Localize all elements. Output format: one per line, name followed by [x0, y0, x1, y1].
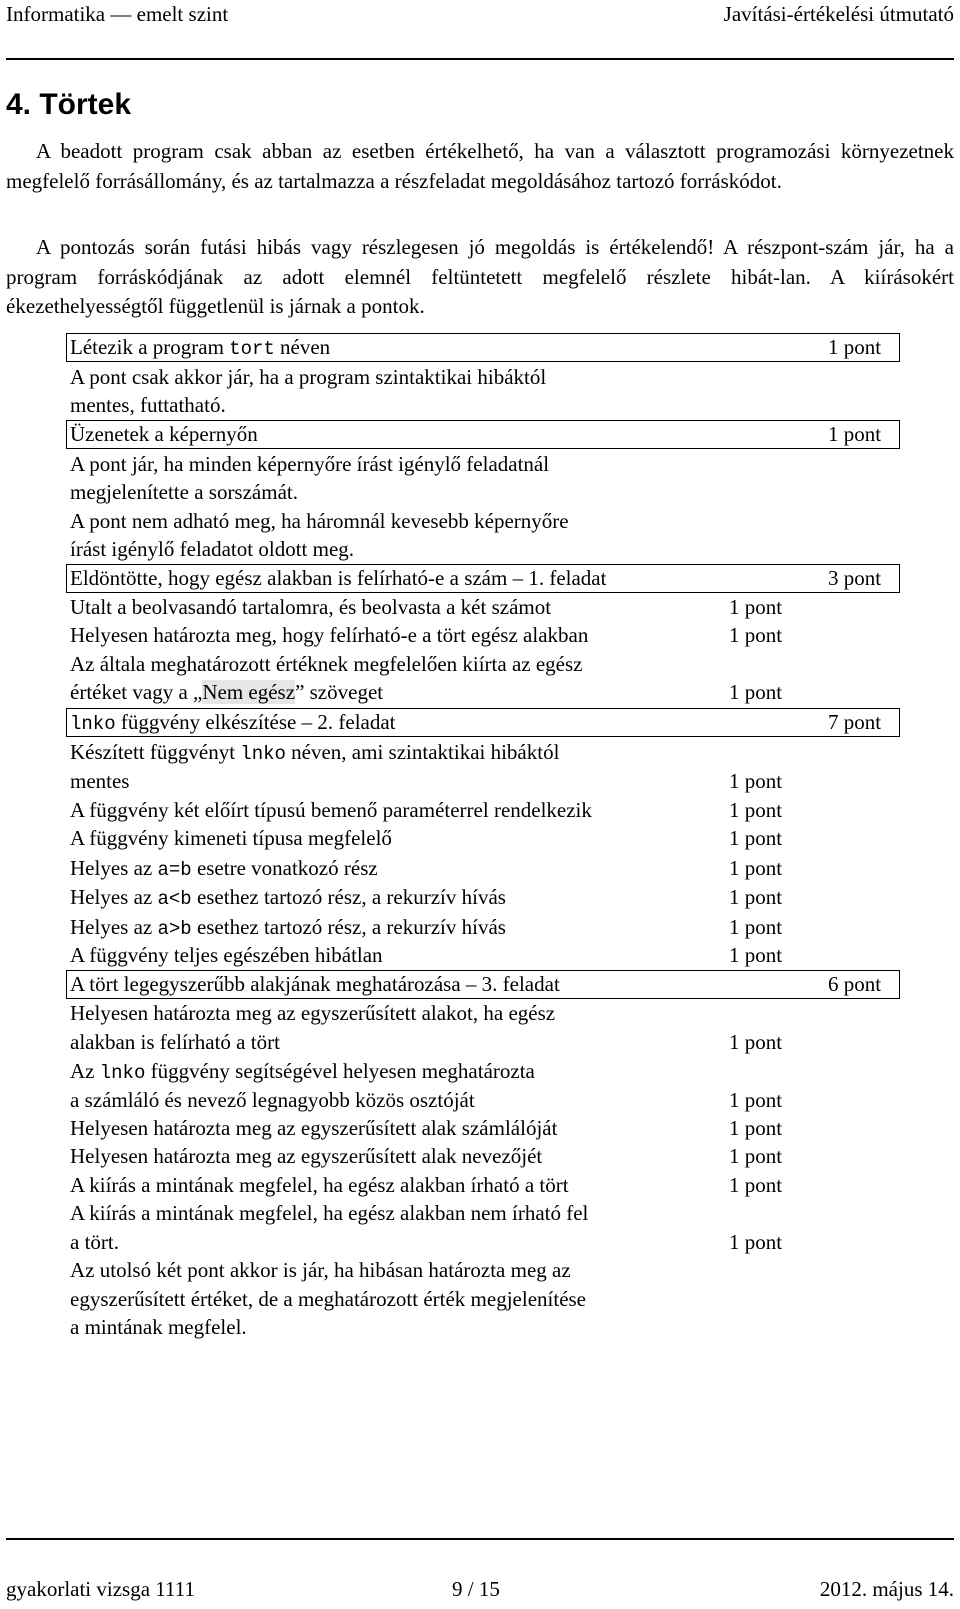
section-title: 4. Törtek: [6, 88, 132, 121]
criterion: Helyes az a=b esetre vonatkozó rész: [70, 856, 378, 881]
criterion-points: 1 pont: [729, 769, 783, 793]
page-header: [0, 0, 960, 30]
criterion-points: 1 pont: [729, 623, 783, 647]
criterion-points: 1 pont: [729, 885, 783, 909]
criterion: a tört.: [70, 1230, 119, 1254]
criterion: A kiírás a mintának megfelel, ha egész alakban nem írható fel: [70, 1201, 589, 1225]
criterion: Készített függvényt lnko néven, ami szintaktikai hibáktól: [70, 740, 560, 765]
header-doc-type: Javítási-értékelési útmutató: [723, 2, 954, 26]
criterion: Helyesen határozta meg az egyszerűsített alak nevezőjét: [70, 1144, 543, 1168]
criterion: mentes: [70, 769, 130, 793]
note-line: Az utolsó két pont akkor is jár, ha hibásan határozta meg az: [70, 1258, 571, 1282]
points-task1: 3 pont: [828, 566, 882, 590]
criterion: a számláló és nevező legnagyobb közös osztóját: [70, 1088, 475, 1112]
criterion: A függvény két előírt típusú bemenő paraméterrel rendelkezik: [70, 798, 592, 822]
criterion: Helyes az a>b esethez tartozó rész, a rekurzív hívás: [70, 915, 506, 940]
criterion-points: 1 pont: [729, 1144, 783, 1168]
criterion: Helyesen határozta meg az egyszerűsített alak számlálóját: [70, 1116, 558, 1140]
criterion-points: 1 pont: [729, 680, 783, 704]
heading-task2: lnko függvény elkészítése – 2. feladat: [70, 710, 396, 735]
page-number: 9 / 15: [452, 1577, 500, 1601]
criterion-points: 1 pont: [729, 1116, 783, 1140]
intro-paragraph-1: A beadott program csak abban az esetben értékelhető, ha van a választott programozási környezetnek megfelelő forrásállomány, és az tartalmazza a részfeladat megoldásához tartozó forráskódot.: [6, 139, 954, 193]
footer-date: 2012. május 14.: [819, 1577, 954, 1601]
criterion: Helyesen határozta meg az egyszerűsített alakot, ha egész: [70, 1001, 556, 1025]
note-line: a mintának megfelel.: [70, 1315, 247, 1339]
criterion-points: 1 pont: [729, 1230, 783, 1254]
criterion-points: 1 pont: [729, 1088, 783, 1112]
criterion-points: 1 pont: [729, 915, 783, 939]
code-lnko: lnko: [70, 713, 116, 735]
note-line: megjelenítette a sorszámát.: [70, 480, 298, 504]
intro-paragraph-2: A pontozás során futási hibás vagy részlegesen jó megoldás is értékelendő! A részpont-szám jár, ha a program forráskódjának az adott elemnél feltüntetett megfelelő részlete hibát-lan. A kiírásokért ékezethelyességtől függetlenül is járnak a pontok.: [6, 235, 954, 318]
note-line: mentes, futtatható.: [70, 393, 226, 417]
points-program: 1 pont: [828, 335, 882, 359]
criterion: Az általa meghatározott értéknek megfelelően kiírta az egész: [70, 652, 583, 676]
criterion: Helyesen határozta meg, hogy felírható-e a tört egész alakban: [70, 623, 589, 647]
footer-exam: gyakorlati vizsga 1111: [6, 1577, 195, 1601]
criterion: Utalt a beolvasandó tartalomra, és beolvasta a két számot: [70, 595, 552, 619]
criterion-points: 1 pont: [729, 1173, 783, 1197]
points-messages: 1 pont: [828, 422, 882, 446]
note-line: A pont csak akkor jár, ha a program szintaktikai hibáktól: [70, 365, 547, 389]
note-line: A pont nem adható meg, ha háromnál kevesebb képernyőre: [70, 509, 569, 533]
heading-task3: A tört legegyszerűbb alakjának meghatározása – 3. feladat: [70, 972, 560, 996]
highlighted-text: Nem egész: [202, 680, 296, 704]
header-divider: [6, 58, 954, 60]
heading-program-exists: Létezik a program tort néven: [70, 335, 331, 360]
note-line: írást igénylő feladatot oldott meg.: [70, 537, 355, 561]
intro-text: [6, 137, 954, 196]
heading-task1: Eldöntötte, hogy egész alakban is felírható-e a szám – 1. feladat: [70, 566, 607, 590]
criterion-points: 1 pont: [729, 856, 783, 880]
intro-text-2: [6, 233, 954, 322]
note-line: A pont jár, ha minden képernyőre írást igénylő feladatnál: [70, 452, 550, 476]
heading-messages: Üzenetek a képernyőn: [70, 422, 258, 446]
criterion: Helyes az a<b esethez tartozó rész, a rekurzív hívás: [70, 885, 506, 910]
points-task3: 6 pont: [828, 972, 882, 996]
criterion-points: 1 pont: [729, 826, 783, 850]
criterion-points: 1 pont: [729, 595, 783, 619]
criterion-points: 1 pont: [729, 943, 783, 967]
footer-divider: [6, 1538, 954, 1540]
criterion: A függvény teljes egészében hibátlan: [70, 943, 383, 967]
criterion: A kiírás a mintának megfelel, ha egész alakban írható a tört: [70, 1173, 569, 1197]
note-line: egyszerűsített értéket, de a meghatározott érték megjelenítése: [70, 1287, 587, 1311]
points-task2: 7 pont: [828, 710, 882, 734]
criterion: értéket vagy a „Nem egész” szöveget: [70, 680, 384, 704]
criterion-points: 1 pont: [729, 1030, 783, 1054]
code-tort: tort: [229, 338, 275, 360]
criterion: A függvény kimeneti típusa megfelelő: [70, 826, 392, 850]
criterion: alakban is felírható a tört: [70, 1030, 280, 1054]
criterion: Az lnko függvény segítségével helyesen meghatározta: [70, 1059, 535, 1084]
header-subject: Informatika — emelt szint: [6, 2, 229, 26]
criterion-points: 1 pont: [729, 798, 783, 822]
